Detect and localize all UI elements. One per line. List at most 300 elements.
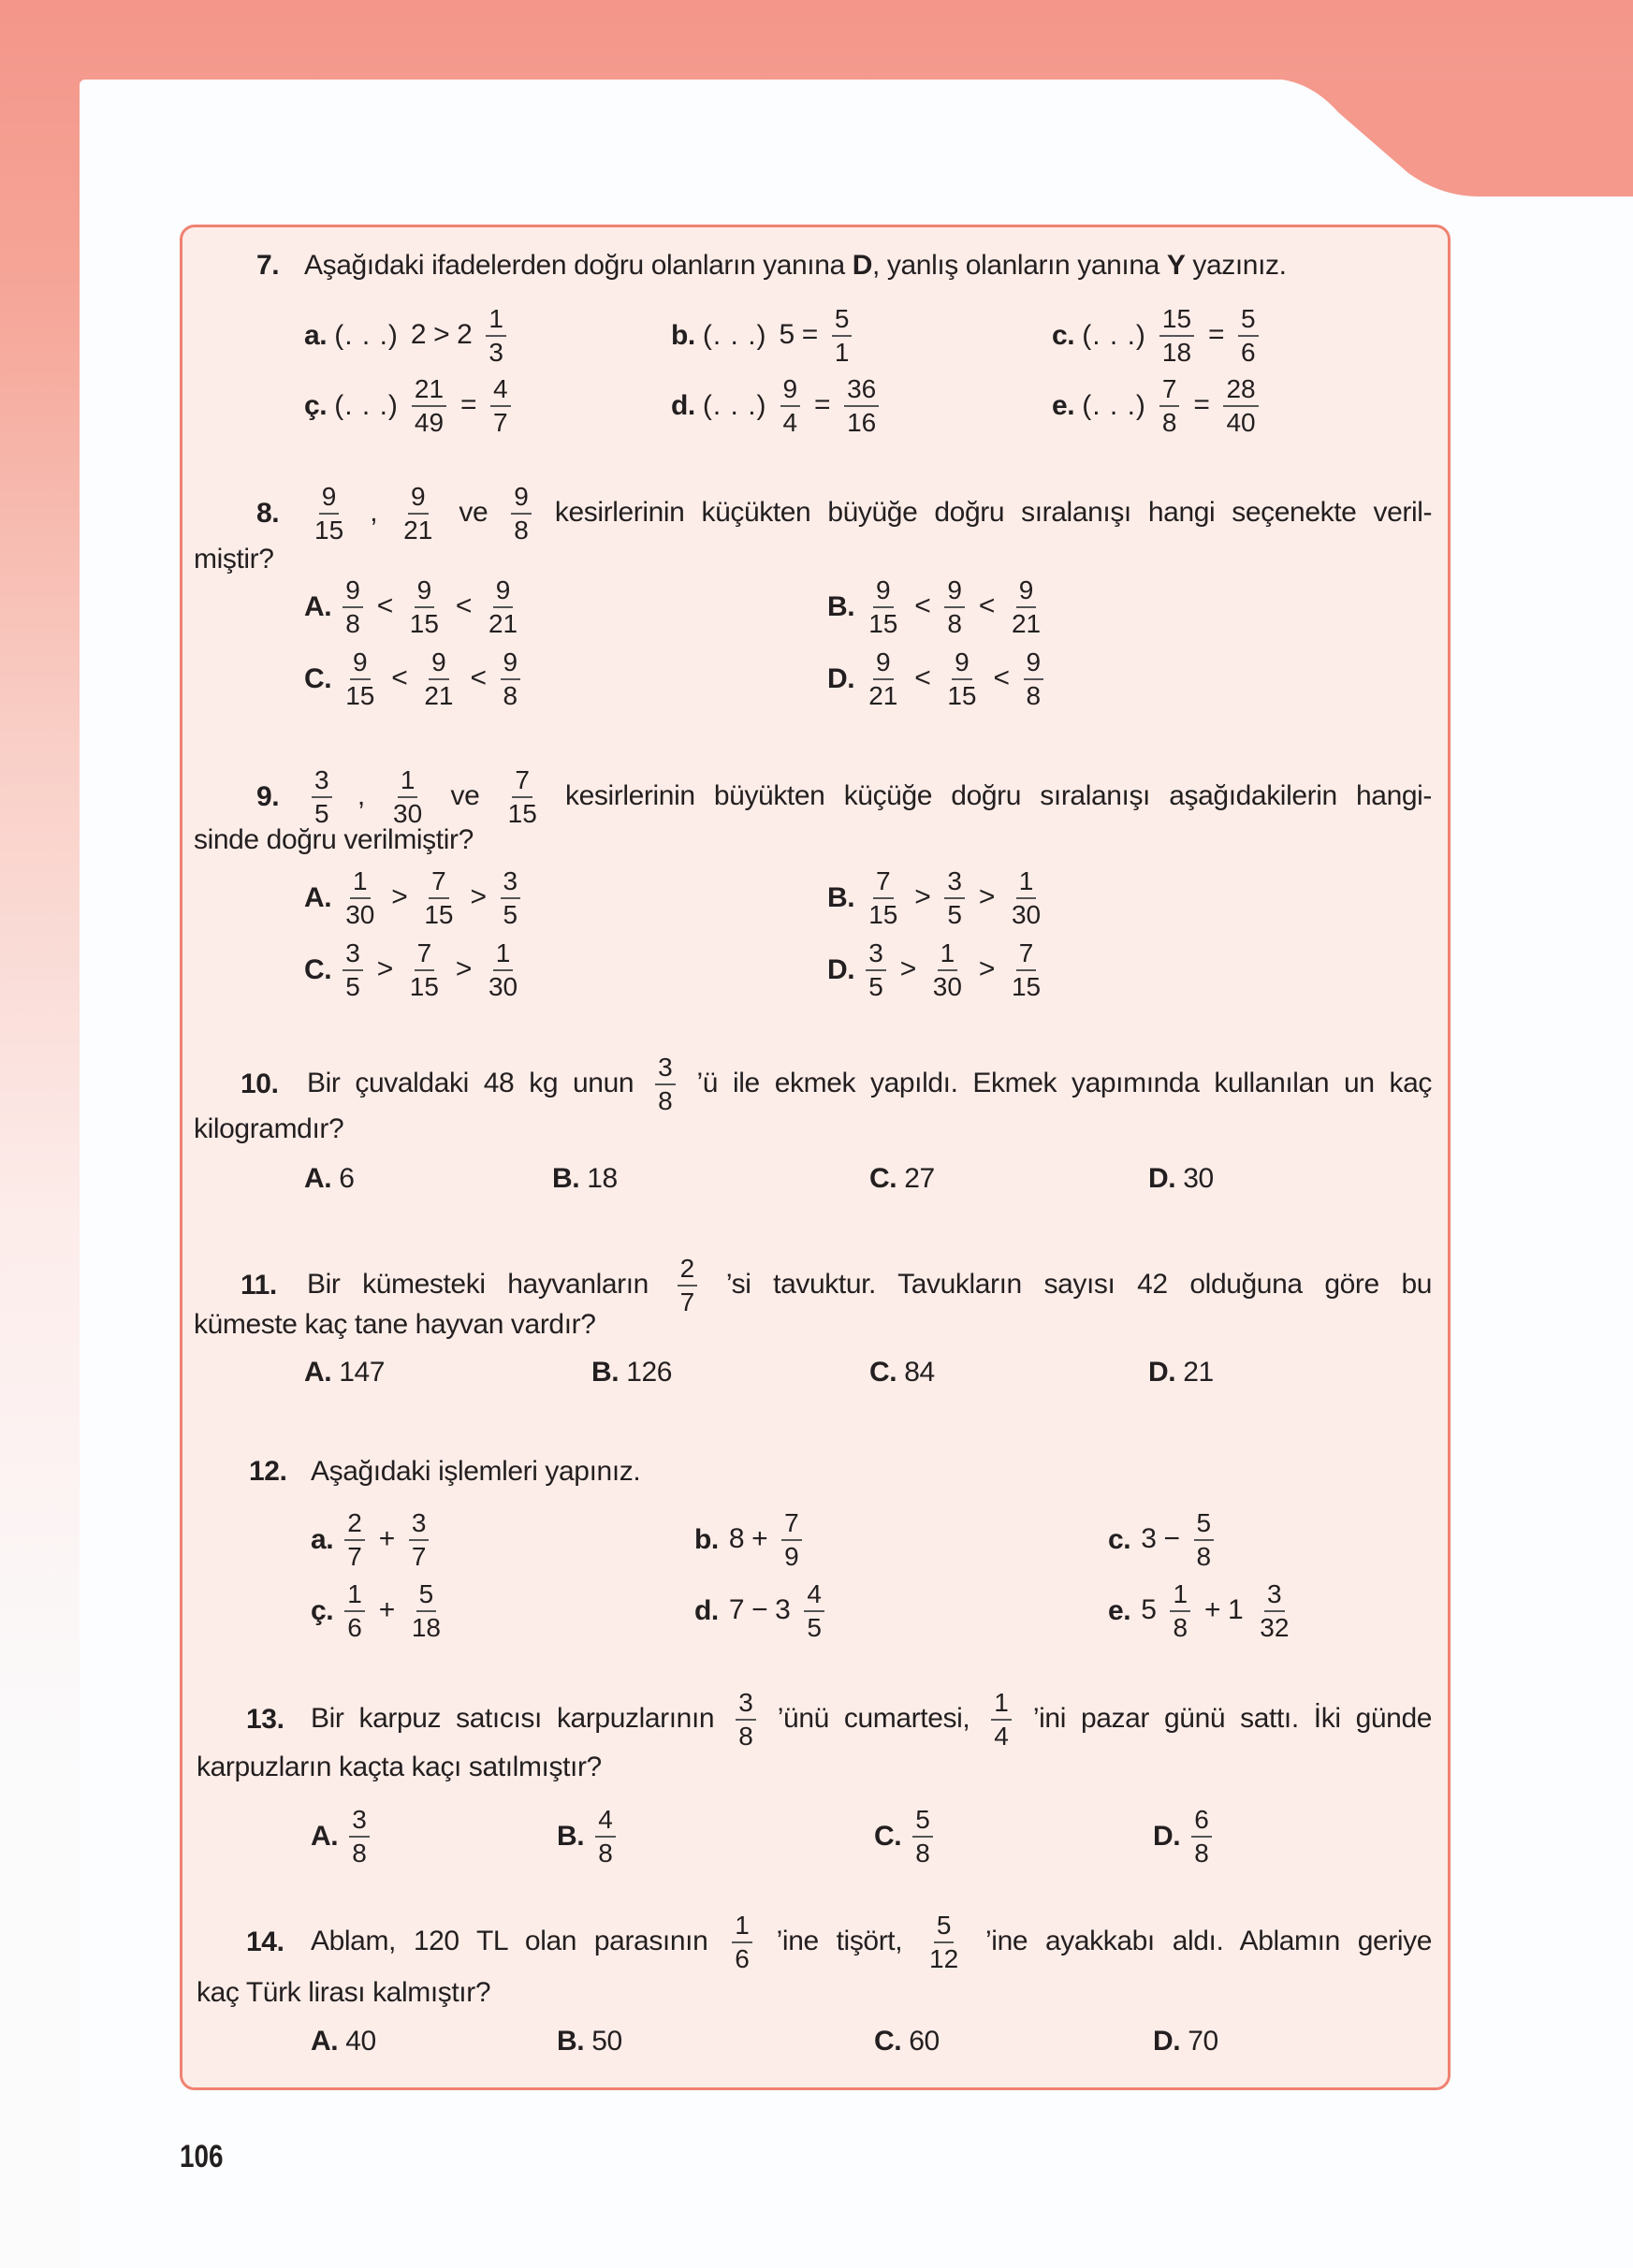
fraction bbox=[421, 649, 456, 709]
option-label: C. bbox=[874, 2026, 902, 2057]
denominator: 5 bbox=[503, 900, 518, 929]
option-label: A. bbox=[304, 1163, 332, 1194]
denominator: 32 bbox=[1260, 1613, 1290, 1642]
fraction bbox=[1024, 649, 1044, 709]
expression bbox=[1138, 1581, 1295, 1641]
denominator: 5 bbox=[868, 972, 883, 1001]
q11-option-a[interactable] bbox=[304, 1354, 385, 1391]
option-value: 70 bbox=[1188, 2026, 1218, 2057]
numerator: 5 bbox=[416, 1581, 437, 1612]
q13-option-a[interactable] bbox=[311, 1804, 373, 1869]
expression bbox=[726, 1510, 806, 1570]
fraction bbox=[490, 376, 511, 436]
denominator: 21 bbox=[868, 681, 898, 710]
numerator: 21 bbox=[412, 376, 446, 407]
numerator: 3 bbox=[501, 868, 521, 899]
item-label: c. bbox=[1108, 1524, 1131, 1555]
denominator: 4 bbox=[782, 408, 798, 437]
expr-text: ’si tavuktur. Tavukların sayısı 42 olduğuna göre bu bbox=[725, 1268, 1433, 1300]
denominator: 30 bbox=[1011, 900, 1042, 929]
numerator: 1 bbox=[1016, 868, 1037, 899]
q10-option-d[interactable] bbox=[1148, 1160, 1214, 1198]
numerator: 7 bbox=[1016, 940, 1037, 971]
header-corner-decoration bbox=[0, 0, 1633, 215]
fraction bbox=[780, 376, 801, 436]
option-value: 40 bbox=[345, 2026, 376, 2057]
stem-line2: miştir? bbox=[194, 544, 274, 574]
denominator: 15 bbox=[507, 799, 537, 828]
numerator: 6 bbox=[1191, 1807, 1212, 1838]
q7-item-d bbox=[671, 373, 882, 439]
denominator: 21 bbox=[424, 681, 454, 710]
denominator: 7 bbox=[679, 1287, 695, 1316]
numerator: 7 bbox=[873, 868, 894, 899]
numerator: 7 bbox=[429, 868, 449, 899]
expression bbox=[591, 1807, 620, 1867]
fraction bbox=[390, 767, 425, 827]
fraction bbox=[349, 1807, 370, 1867]
fraction bbox=[344, 1510, 365, 1570]
expr-text: kesirlerinin küçükten büyüğe doğru sıralanışı hangi seçenekte veril- bbox=[554, 496, 1433, 528]
fraction bbox=[343, 868, 377, 928]
denominator: 18 bbox=[1161, 338, 1192, 367]
expr-text: < bbox=[376, 589, 393, 621]
expr-text: + bbox=[378, 1522, 395, 1554]
denominator: 18 bbox=[411, 1613, 441, 1642]
expr-text: > bbox=[899, 952, 916, 984]
denominator: 5 bbox=[314, 799, 329, 828]
expr-text: < bbox=[391, 662, 408, 693]
option-label: C. bbox=[304, 663, 332, 694]
numerator: 1 bbox=[938, 940, 958, 971]
numerator: 1 bbox=[344, 1581, 365, 1612]
denominator: 30 bbox=[345, 900, 375, 929]
denominator: 12 bbox=[929, 1944, 959, 1973]
numerator: 36 bbox=[844, 376, 879, 407]
fraction bbox=[866, 940, 886, 1000]
expr-text: , bbox=[370, 496, 378, 528]
q12-stem bbox=[249, 1453, 640, 1490]
expression bbox=[1138, 1510, 1217, 1570]
denominator: 40 bbox=[1226, 408, 1256, 437]
q9-option-d[interactable] bbox=[827, 938, 1047, 1003]
fraction bbox=[407, 940, 442, 1000]
numerator: 9 bbox=[873, 577, 894, 608]
option-label: A. bbox=[304, 882, 332, 913]
option-label: B. bbox=[827, 882, 855, 913]
denominator: 5 bbox=[345, 972, 360, 1001]
q11-option-d[interactable] bbox=[1148, 1354, 1214, 1391]
numerator: 7 bbox=[781, 1510, 802, 1541]
option-label: D. bbox=[1153, 1821, 1181, 1852]
q10-stem bbox=[241, 1052, 1435, 1117]
numerator: 1 bbox=[732, 1912, 752, 1943]
q7-item-b bbox=[671, 303, 855, 369]
numerator: 5 bbox=[1194, 1510, 1215, 1541]
option-label: D. bbox=[827, 954, 855, 985]
item-label: d. bbox=[694, 1595, 719, 1626]
expr-text: < bbox=[914, 662, 931, 693]
q13-option-b[interactable] bbox=[557, 1804, 620, 1869]
expr-text: ’ine ayakkabı aldı. Ablamın geriye bbox=[985, 1925, 1433, 1956]
denominator: 8 bbox=[1194, 1839, 1209, 1868]
option-label: A. bbox=[311, 1821, 339, 1852]
denominator: 8 bbox=[915, 1839, 930, 1868]
expr-text: > bbox=[455, 952, 472, 984]
fraction bbox=[912, 1807, 933, 1867]
numerator: 9 bbox=[429, 649, 449, 680]
expression bbox=[862, 940, 1047, 1000]
fraction bbox=[1223, 376, 1258, 436]
fraction bbox=[866, 649, 900, 709]
expression bbox=[339, 649, 524, 709]
stem-line2: kümeste kaç tane hayvan vardır? bbox=[194, 1309, 596, 1340]
expr-text: > bbox=[391, 880, 408, 912]
expr-text: ’ünü cumartesi, bbox=[777, 1702, 970, 1734]
answer-blank[interactable]: (. . .) bbox=[1082, 320, 1146, 351]
q9-option-a[interactable] bbox=[304, 865, 524, 931]
q13-option-d[interactable] bbox=[1153, 1804, 1216, 1869]
q13-option-c[interactable] bbox=[874, 1804, 937, 1869]
stem bbox=[308, 1690, 1435, 1750]
q8-option-b[interactable] bbox=[827, 574, 1047, 640]
denominator: 21 bbox=[488, 609, 518, 638]
option-label: D. bbox=[1148, 1163, 1176, 1194]
denominator: 6 bbox=[735, 1944, 750, 1973]
q9-option-c[interactable] bbox=[304, 938, 524, 1003]
question-number: 14. bbox=[246, 1926, 284, 1957]
answer-blank[interactable]: (. . .) bbox=[702, 390, 767, 421]
denominator: 8 bbox=[598, 1839, 613, 1868]
fraction bbox=[486, 940, 520, 1000]
numerator: 3 bbox=[944, 868, 965, 899]
numerator: 9 bbox=[408, 484, 429, 515]
item-label: ç. bbox=[304, 390, 328, 421]
numerator: 3 bbox=[312, 767, 332, 798]
q10-option-b[interactable] bbox=[552, 1160, 618, 1198]
denominator: 15 bbox=[947, 681, 977, 710]
stem-line2: kilogramdır? bbox=[194, 1113, 344, 1144]
expr-text: = bbox=[1207, 318, 1225, 350]
stem-text: yazınız. bbox=[1185, 250, 1287, 281]
numerator: 9 bbox=[350, 649, 371, 680]
numerator: 2 bbox=[678, 1256, 698, 1287]
item-label: e. bbox=[1108, 1595, 1131, 1626]
item-label: b. bbox=[694, 1524, 719, 1555]
denominator: 15 bbox=[868, 609, 898, 638]
expr-text: 5 = bbox=[779, 318, 818, 350]
fraction bbox=[944, 649, 979, 709]
item-label: d. bbox=[671, 390, 695, 421]
denominator: 7 bbox=[411, 1542, 427, 1571]
expr-text: kesirlerinin büyükten küçüğe doğru sıralanışı aşağıdakilerin hangi- bbox=[565, 779, 1433, 811]
q7-item-c-cedilla bbox=[304, 373, 515, 439]
stem-bold: D bbox=[852, 250, 873, 281]
q11-option-b[interactable] bbox=[591, 1354, 672, 1391]
question-number: 7. bbox=[256, 250, 280, 281]
option-value: 21 bbox=[1183, 1357, 1214, 1388]
fraction bbox=[407, 577, 442, 637]
fraction bbox=[312, 484, 346, 544]
option-label: C. bbox=[874, 1821, 902, 1852]
fraction bbox=[486, 306, 506, 366]
expr-text: > bbox=[978, 952, 995, 984]
denominator: 3 bbox=[488, 338, 503, 367]
item-label: b. bbox=[671, 320, 695, 351]
numerator: 9 bbox=[415, 577, 435, 608]
numerator: 2 bbox=[344, 1510, 365, 1541]
expr-text: 5 bbox=[1141, 1593, 1157, 1625]
q14-option-b[interactable] bbox=[557, 2023, 622, 2060]
question-number: 8. bbox=[256, 498, 280, 529]
option-label: D. bbox=[1153, 2026, 1181, 2057]
page-number: 106 bbox=[180, 2139, 224, 2174]
numerator: 1 bbox=[398, 767, 418, 798]
fraction bbox=[1009, 940, 1043, 1000]
numerator: 9 bbox=[1016, 577, 1037, 608]
q11-option-c[interactable] bbox=[869, 1354, 935, 1391]
q12-item-c bbox=[1108, 1507, 1217, 1573]
denominator: 15 bbox=[345, 681, 375, 710]
fraction bbox=[781, 1510, 802, 1570]
denominator: 8 bbox=[514, 516, 529, 545]
option-label: D. bbox=[827, 663, 855, 694]
q14-option-d[interactable] bbox=[1153, 2023, 1218, 2060]
expression bbox=[1188, 1807, 1216, 1867]
fraction bbox=[344, 1581, 365, 1641]
option-label: C. bbox=[869, 1357, 897, 1388]
fraction bbox=[1238, 306, 1259, 366]
expr-text: ve bbox=[459, 496, 488, 528]
denominator: 15 bbox=[409, 972, 439, 1001]
question-number: 13. bbox=[246, 1704, 284, 1735]
fraction bbox=[944, 577, 965, 637]
expr-text: + 1 bbox=[1203, 1593, 1244, 1625]
fraction bbox=[421, 868, 456, 928]
fraction bbox=[1009, 577, 1043, 637]
numerator: 9 bbox=[1024, 649, 1044, 680]
expr-text: 8 + bbox=[728, 1522, 768, 1554]
question-number: 11. bbox=[241, 1270, 277, 1301]
fraction bbox=[732, 1912, 752, 1972]
denominator: 6 bbox=[347, 1613, 362, 1642]
q7-item-a bbox=[304, 303, 510, 369]
expression bbox=[726, 1581, 828, 1641]
stem-bold: Y bbox=[1166, 250, 1186, 281]
expression bbox=[341, 1581, 447, 1641]
numerator: 9 bbox=[501, 649, 521, 680]
q13-stem bbox=[246, 1687, 1435, 1752]
denominator: 8 bbox=[1026, 681, 1042, 710]
expr-text: , bbox=[357, 779, 365, 811]
expr-text: Ablam, 120 TL olan parasının bbox=[311, 1925, 708, 1956]
expr-text: ’ü ile ekmek yapıldı. Ekmek yapımında kullanılan un kaç bbox=[696, 1067, 1433, 1098]
denominator: 8 bbox=[1161, 408, 1177, 437]
q14-option-a[interactable] bbox=[311, 2023, 376, 2060]
option-value: 50 bbox=[591, 2026, 622, 2057]
expr-text: + bbox=[378, 1593, 395, 1625]
expression bbox=[408, 306, 510, 366]
q10-option-c[interactable] bbox=[869, 1160, 935, 1198]
expression bbox=[341, 1510, 432, 1570]
denominator: 30 bbox=[488, 972, 518, 1001]
denominator: 15 bbox=[409, 609, 439, 638]
numerator: 3 bbox=[349, 1807, 370, 1838]
q7-item-e bbox=[1052, 373, 1262, 439]
numerator: 5 bbox=[832, 306, 853, 337]
stem-line2: kaç Türk lirası kalmıştır? bbox=[197, 1977, 491, 2008]
denominator: 30 bbox=[932, 972, 962, 1001]
question-number: 10. bbox=[241, 1069, 279, 1099]
denominator: 21 bbox=[1011, 609, 1042, 638]
numerator: 7 bbox=[415, 940, 435, 971]
option-value: 30 bbox=[1183, 1163, 1214, 1194]
q14-stem bbox=[246, 1910, 1435, 1975]
denominator: 8 bbox=[658, 1086, 673, 1115]
q9-option-b[interactable] bbox=[827, 865, 1047, 931]
expression bbox=[777, 376, 883, 436]
fraction bbox=[511, 484, 532, 544]
numerator: 3 bbox=[343, 940, 363, 971]
stem-text: Aşağıdaki ifadelerden doğru olanların yanına bbox=[304, 250, 853, 281]
numerator: 9 bbox=[944, 577, 965, 608]
numerator: 1 bbox=[493, 940, 514, 971]
option-value: 6 bbox=[339, 1163, 355, 1194]
q8-option-d[interactable] bbox=[827, 647, 1047, 712]
q12-item-d bbox=[694, 1578, 828, 1644]
numerator: 9 bbox=[343, 577, 363, 608]
expr-text: < bbox=[914, 589, 931, 621]
expression bbox=[339, 940, 524, 1000]
stem-line2: karpuzların kaçta kaçı satılmıştır? bbox=[197, 1752, 602, 1782]
fraction bbox=[409, 1581, 444, 1641]
denominator: 49 bbox=[414, 408, 445, 437]
q12-item-a bbox=[311, 1507, 432, 1573]
expr-text: = bbox=[814, 388, 831, 420]
item-label: ç. bbox=[311, 1595, 334, 1626]
denominator: 7 bbox=[347, 1542, 362, 1571]
denominator: 21 bbox=[403, 516, 433, 545]
q10-option-a[interactable] bbox=[304, 1160, 355, 1198]
denominator: 15 bbox=[1011, 972, 1042, 1001]
denominator: 8 bbox=[1173, 1613, 1188, 1642]
denominator: 8 bbox=[947, 609, 962, 638]
stem bbox=[308, 484, 1435, 544]
stem-line2: sinde doğru verilmiştir? bbox=[194, 824, 474, 855]
option-label: B. bbox=[557, 1821, 585, 1852]
q12-item-c-cedilla bbox=[311, 1578, 447, 1644]
fraction bbox=[678, 1256, 698, 1316]
fraction bbox=[1009, 868, 1043, 928]
expr-text: 3 − bbox=[1141, 1522, 1180, 1554]
answer-blank[interactable]: (. . .) bbox=[702, 320, 767, 351]
numerator: 9 bbox=[780, 376, 801, 407]
question-number: 9. bbox=[256, 781, 280, 812]
expression bbox=[909, 1807, 937, 1867]
fraction bbox=[343, 940, 363, 1000]
denominator: 16 bbox=[847, 408, 877, 437]
denominator: 15 bbox=[868, 900, 898, 929]
answer-blank[interactable]: (. . .) bbox=[334, 390, 399, 421]
fraction bbox=[991, 1690, 1012, 1750]
fraction bbox=[505, 767, 540, 827]
option-label: C. bbox=[304, 954, 332, 985]
denominator: 9 bbox=[784, 1542, 799, 1571]
numerator: 3 bbox=[1264, 1581, 1285, 1612]
expr-text: < bbox=[455, 589, 472, 621]
fraction bbox=[312, 767, 332, 827]
stem bbox=[308, 1912, 1435, 1972]
fraction bbox=[409, 1510, 430, 1570]
q9-stem bbox=[256, 764, 1435, 830]
q12-item-e bbox=[1108, 1578, 1295, 1644]
option-label: A. bbox=[311, 2026, 339, 2057]
option-value: 27 bbox=[904, 1163, 935, 1194]
expression bbox=[339, 868, 524, 928]
numerator: 9 bbox=[319, 484, 340, 515]
fraction bbox=[412, 376, 446, 436]
denominator: 8 bbox=[345, 609, 360, 638]
option-value: 60 bbox=[909, 2026, 940, 2057]
denominator: 4 bbox=[994, 1722, 1009, 1751]
stem-text: Aşağıdaki işlemleri yapınız. bbox=[311, 1456, 641, 1487]
question-number: 12. bbox=[249, 1456, 287, 1487]
expression bbox=[862, 868, 1047, 928]
answer-blank[interactable]: (. . .) bbox=[334, 320, 399, 351]
fraction bbox=[930, 940, 965, 1000]
denominator: 6 bbox=[1241, 338, 1256, 367]
item-label: c. bbox=[1052, 320, 1075, 351]
q8-option-c[interactable] bbox=[304, 647, 524, 712]
numerator: 1 bbox=[486, 306, 506, 337]
answer-blank[interactable]: (. . .) bbox=[1082, 390, 1146, 421]
numerator: 9 bbox=[952, 649, 972, 680]
numerator: 3 bbox=[866, 940, 886, 971]
option-label: A. bbox=[304, 1357, 332, 1388]
fraction bbox=[736, 1690, 756, 1750]
numerator: 1 bbox=[350, 868, 371, 899]
option-value: 126 bbox=[626, 1357, 673, 1388]
numerator: 15 bbox=[1159, 306, 1194, 337]
fraction bbox=[501, 868, 521, 928]
option-label: A. bbox=[304, 591, 332, 622]
expr-text: > bbox=[978, 880, 995, 912]
numerator: 7 bbox=[512, 767, 532, 798]
expression bbox=[777, 306, 856, 366]
fraction bbox=[844, 376, 879, 436]
fraction bbox=[1194, 1510, 1215, 1570]
fraction bbox=[1257, 1581, 1291, 1641]
denominator: 5 bbox=[947, 900, 962, 929]
fraction bbox=[832, 306, 853, 366]
expr-text: < bbox=[470, 662, 487, 693]
expr-text: ’ini pazar günü sattı. İki günde bbox=[1032, 1702, 1433, 1734]
q8-stem bbox=[256, 481, 1435, 546]
option-label: B. bbox=[827, 591, 855, 622]
option-label: C. bbox=[869, 1163, 897, 1194]
fraction bbox=[926, 1912, 961, 1972]
denominator: 15 bbox=[424, 900, 454, 929]
item-label: a. bbox=[311, 1524, 334, 1555]
option-value: 147 bbox=[339, 1357, 386, 1388]
numerator: 9 bbox=[511, 484, 532, 515]
option-value: 84 bbox=[904, 1357, 935, 1388]
option-label: D. bbox=[1148, 1357, 1176, 1388]
numerator: 1 bbox=[991, 1690, 1012, 1721]
q8-option-a[interactable] bbox=[304, 574, 524, 640]
q14-option-c[interactable] bbox=[874, 2023, 940, 2060]
fraction bbox=[1191, 1807, 1212, 1867]
